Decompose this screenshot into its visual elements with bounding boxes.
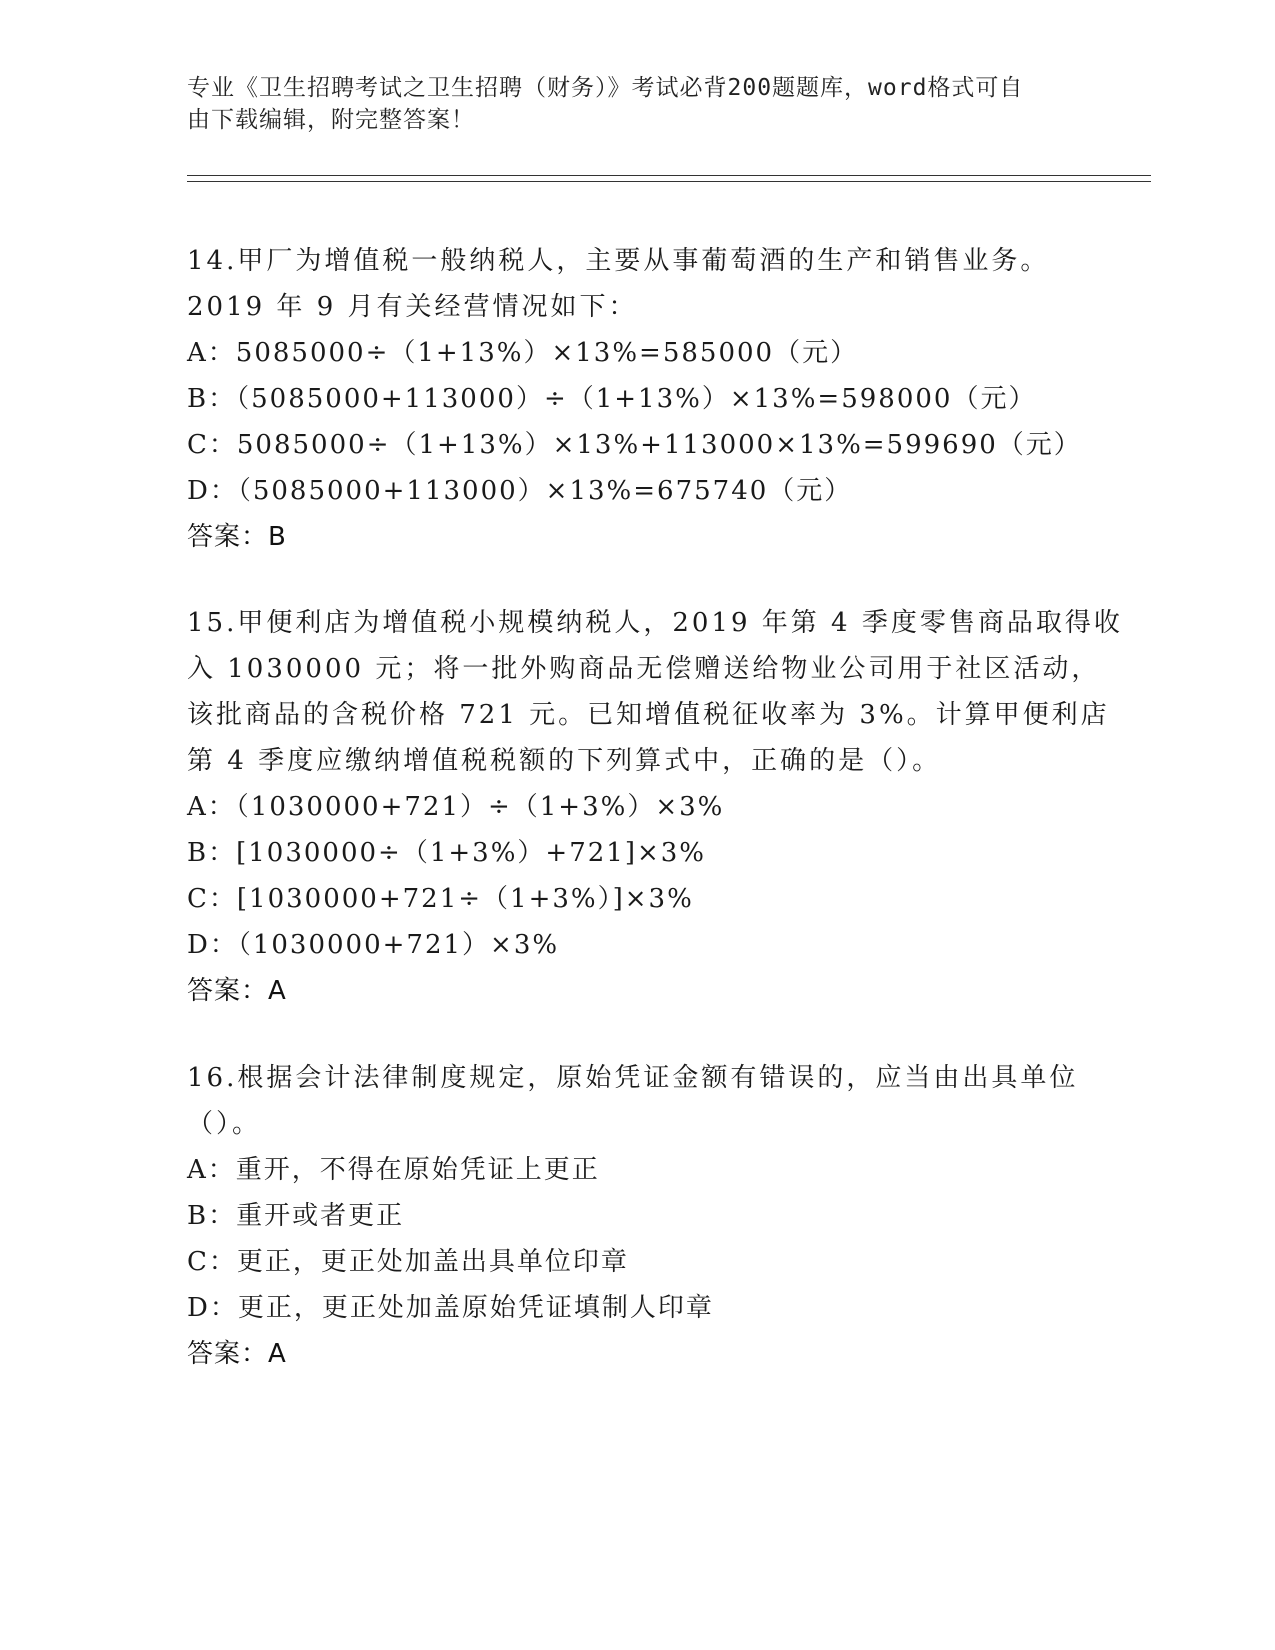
option-b: B：[1030000÷（1+3%）+721]×3% [187,838,706,868]
header-line: 专业《卫生招聘考试之卫生招聘（财务）》考试必背200题题库，word格式可自 [187,75,1024,101]
option-b: B：（5085000+113000）÷（1+13%）×13%=598000（元） [187,384,1037,414]
header-line: 由下载编辑，附完整答案！ [187,107,475,133]
question-stem-line: 2019 年 9 月有关经营情况如下： [187,292,638,322]
question-14 [187,238,1087,560]
option-b: B：重开或者更正 [187,1201,405,1231]
option-c: C：5085000÷（1+13%）×13%+113000×13%=599690（元） [187,430,1082,460]
header-divider [187,181,1151,182]
document-header [187,72,1067,136]
answer-line: 答案：A [187,976,287,1006]
question-stem-line: 该批商品的含税价格 721 元。已知增值税征收率为 3%。计算甲便利店 [187,700,1110,730]
question-stem-line: 第 4 季度应缴纳增值税税额的下列算式中，正确的是（）。 [187,746,942,776]
option-d: D：（5085000+113000）×13%=675740（元） [187,476,853,506]
question-stem-line: 入 1030000 元；将一批外购商品无偿赠送给物业公司用于社区活动， [187,654,1101,684]
answer-line: 答案：A [187,1339,287,1369]
option-a: A：（1030000+721）÷（1+3%）×3% [187,792,725,822]
option-c: C：[1030000+721÷（1+3%）]×3% [187,884,694,914]
question-stem-line: 15.甲便利店为增值税小规模纳税人，2019 年第 4 季度零售商品取得收 [187,608,1123,638]
question-16 [187,1055,1087,1377]
header-divider [187,175,1151,176]
option-d: D：（1030000+721）×3% [187,930,560,960]
option-d: D：更正，更正处加盖原始凭证填制人印章 [187,1293,714,1323]
question-15 [187,600,1123,1014]
question-stem-line: 16.根据会计法律制度规定，原始凭证金额有错误的，应当由出具单位 [187,1063,1079,1093]
question-stem-line: 14.甲厂为增值税一般纳税人，主要从事葡萄酒的生产和销售业务。 [187,246,1050,276]
answer-line: 答案：B [187,522,287,552]
option-a: A：重开，不得在原始凭证上更正 [187,1155,600,1185]
question-stem-line: （）。 [187,1109,262,1139]
option-a: A：5085000÷（1+13%）×13%=585000（元） [187,338,859,368]
option-c: C：更正，更正处加盖出具单位印章 [187,1247,629,1277]
